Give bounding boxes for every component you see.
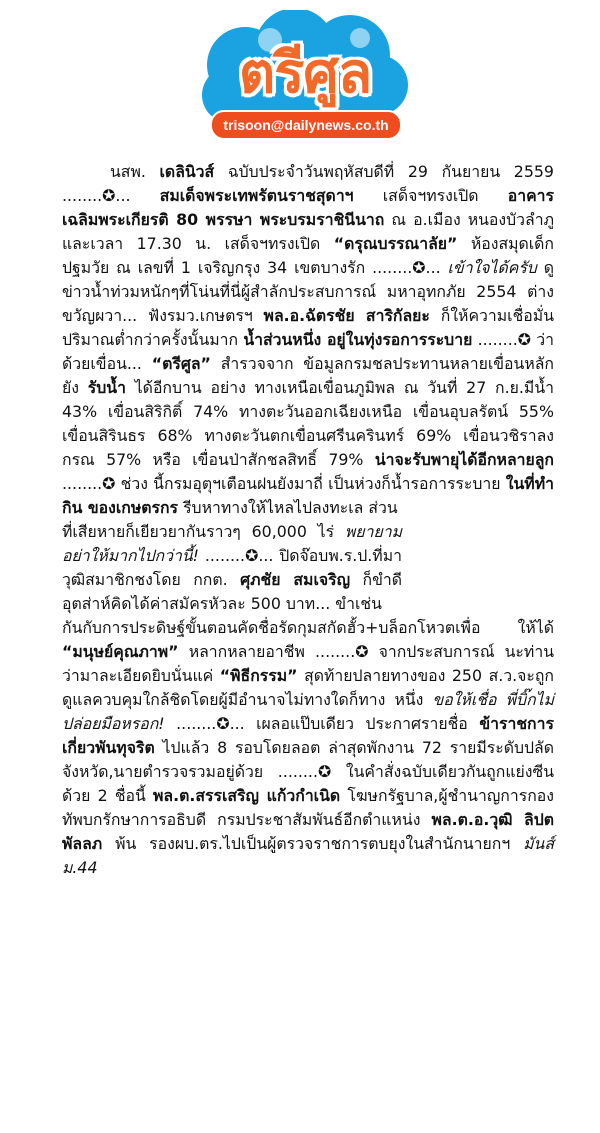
article-text-segment: “ดรุณบรรณาลัย” [333,234,458,253]
article-text-segment: ไปแล้ว 8 รอบโดยลอต ล่าสุดพักงาน 72 รายมีระดับปลัดจังหวัด,นายตำรวจรวมอยู่ด้วย ........ [62,738,554,781]
article-text-segment: ก็ให้ความเชื่อมั่นปริมาณต่ำกว่าครั้งนั้นมาก [62,306,554,349]
article-text-segment: จากประสบการณ์ นะท่าน ว่ามาละเอียดยิบนั่นแค่ [62,642,554,685]
article-text-segment: พ้น รองผบ.ตร.ไปเป็นผู้ตรวจราชการตบยุงในสำนักนายกฯ [102,834,524,853]
article-text-segment: ที่เสียหายก็เยียวยากันราวๆ 60,000 ไร่ [62,522,345,541]
article-text-segment: ณ อ.เมือง หนองบัวลำภู และเวลา 17.30 น. เสด็จฯทรงเปิด [62,210,554,253]
article-text-segment: ... ปิดจ๊อบพ.ร.ป.ที่มา วุฒิสมาชิกชงโดย กกต. [62,546,402,589]
article-text-segment: ........ [62,474,103,493]
article-text-segment: ข้าราชการเกี่ยวพันทุจริต [62,714,554,757]
article-text-segment: พล.ต.อ.วุฒิ ลิปตพัลลภ [62,810,555,853]
logo-title: ตรีศูล [238,41,372,106]
column-email: trisoon@dailynews.co.th [210,110,402,140]
article-text-segment: “มนุษย์คุณภาพ” [62,642,179,661]
article-text-segment: ห้องสมุดเด็กปฐมวัย ณ เลขที่ 1 เจริญกรุง 34 เขตบางรัก ........ [62,234,554,277]
article-text-segment: ศุภชัย สมเจริญ [240,570,351,589]
article-text-segment: “พิธีกรรม” [219,666,298,685]
article-text-segment: นสพ. [110,162,160,181]
article-text-segment: ........ [472,330,518,349]
article-text-segment: สำรวจจาก ข้อมูลกรมชลประทานหลายเขื่อนหลักยัง [62,354,554,397]
article-text-segment: ขอให้เชื่อ พี่บิ๊กไม่ปล่อยมือหรอก! [62,690,554,733]
masthead [0,0,600,150]
star-icon: ✪ [245,546,259,565]
article-text-segment: เสด็จฯทรงเปิด [353,186,508,205]
article-text-segment: ก็ขำดี อุตส่าห์คิดได้ค่าสมัครหัวละ 500 บาท... ขำเช่น [62,570,403,613]
article-text-segment: “ตรีศูล” [151,354,211,373]
article-text-segment: น้ำส่วนหนึ่ง อยู่ในทุ่งรอการระบาย [243,330,473,349]
star-icon: ✪ [216,714,230,733]
article-text-segment: พยายาม อย่าให้มากไปกว่านี้! [62,522,402,565]
star-icon: ✪ [517,330,531,349]
article-text-segment: สุดท้ายปลายทางของ 250 ส.ว.จะถูกดูแลควบคุมใกล้ชิดโดยผู้มีอำนาจไม่ทางใดก็ทาง หนึ่ง [62,666,554,709]
article-text-segment: ช่วง นี้กรมอุตุฯเตือนฝนยังมาถี่ เป็นห่วงก็น้ำรอการระบาย [115,474,506,493]
article-text-segment: ว่าด้วยเขื่อน... [62,330,554,373]
article-text-segment: ในที่ทำกิน ของเกษตรกร [62,474,554,517]
article-paragraph [62,160,554,520]
article-text-segment: ในคำสั่งฉบับเดียวกันถูกแย่งซีนด้วย 2 ชื่อนี้ [62,762,554,805]
star-icon: ✪ [102,474,116,493]
article-text-segment: ฉบับประจำวันพฤหัสบดีที่ 29 กันยายน 2559 ........ [62,162,554,205]
article-text-segment: กันกับการประดิษฐ์ขั้นตอนคัดชื่อรัดกุมสกัดฮั้ว+บล็อกโหวตเพื่อ ให้ได้ [62,618,554,637]
article-text-segment: อาคารเฉลิมพระเกียรติ 80 พรรษา พระบรมราชินีนาถ [62,186,555,229]
article-text-segment: หลากหลายอาชีพ ........ [178,642,356,661]
article-text-segment: สมเด็จพระเทพรัตนราชสุดาฯ [159,186,354,205]
article-text-segment: น่าจะรับพายุได้อีกหลายลูก [374,450,554,469]
article-text-segment: ........ [199,546,246,565]
article-tail-paragraph [62,616,554,880]
column-logo [200,10,410,140]
star-icon: ✪ [102,186,116,205]
article-text-segment: ดูข่าวน้ำท่วมหนักๆที่โน่นที่นี่ผู้สำลักประสบการณ์ มหาอุทกภัย 2554 ต่างขวัญผวา... ฟังรมว.เกษตรฯ [62,258,554,325]
article-narrow-paragraph [62,520,402,616]
article-text-segment: มันส์ม.44 [62,834,554,877]
article-text-segment: รีบหาทางให้ไหลไปลงทะเล ส่วน [178,498,398,517]
article-text-segment: พล.ต.สรรเสริญ แก้วกำเนิด [153,786,341,805]
column-article [62,160,554,880]
article-text-segment: ... [425,258,448,277]
article-text-segment: รับน้ำ [87,378,126,397]
star-icon: ✪ [412,258,426,277]
article-text-segment: เข้าใจได้ครับ [447,258,537,277]
star-icon: ✪ [317,762,332,781]
article-text-segment: ... เผลอแป๊บเดียว ประกาศรายชื่อ [229,714,480,733]
star-icon: ✪ [355,642,369,661]
article-text-segment: ... [115,186,160,205]
article-text-segment: พล.อ.ฉัตรชัย สาริกัลยะ [263,306,430,325]
article-text-segment: เดลินิวส์ [159,162,215,181]
article-text-segment: ได้อีกบาน อย่าง ทางเหนือเขื่อนภูมิพล ณ วันที่ 27 ก.ย.มีน้ำ 43% เขื่อนสิริกิติ์ 74% ทางตะวันออกเฉียงเหนือ เขื่อนอุบลรัตน์ 55% เขื่อนสิรินธร 68% ทางตะวันตกเขื่อนศรีนครินทร์ 69% เขื่อนวชิราลงกรณ 57% หรือ เขื่อนป่าสักชลสิทธิ์ 79% [62,378,554,469]
article-text-segment: โฆษกรัฐบาล,ผู้ชำนาญการกองทัพบกรักษาการอธิบดี กรมประชาสัมพันธ์อีกตำแหน่ง [62,786,554,829]
article-text-segment: ........ [164,714,217,733]
